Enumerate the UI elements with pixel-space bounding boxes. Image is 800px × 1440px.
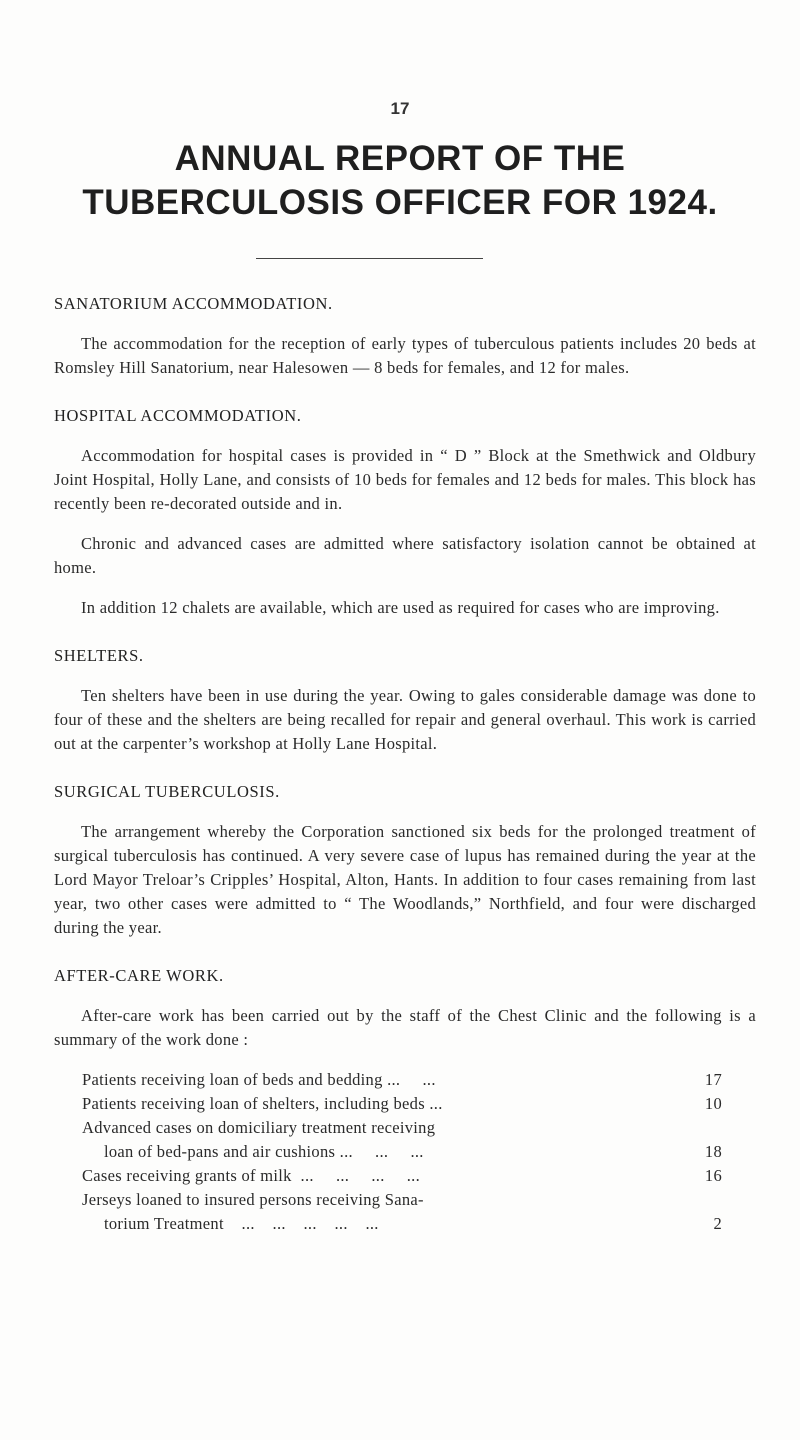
report-title-line-2: TUBERCULOSIS OFFICER FOR 1924. — [82, 183, 718, 222]
paragraph: After-care work has been carried out by the staff of the Chest Clinic and the following is a summary of the work done : — [54, 1006, 756, 1049]
summary-value: 18 — [704, 1142, 722, 1161]
summary-row — [82, 1116, 722, 1164]
summary-label — [82, 1188, 682, 1236]
report-title-line-1: ANNUAL REPORT OF THE — [174, 139, 626, 178]
section-heading: SANATORIUM ACCOMMODATION. — [54, 294, 333, 313]
section-heading: SURGICAL TUBERCULOSIS. — [54, 782, 280, 801]
summary-label-continuation: torium Treatment ... ... ... ... ... — [104, 1214, 379, 1233]
paragraph: In addition 12 chalets are available, which are used as required for cases who are improving. — [81, 598, 720, 617]
summary-value: 16 — [704, 1166, 722, 1185]
paragraph: The accommodation for the reception of early types of tuberculous patients includes 20 beds at Romsley Hill Sanatorium, near Halesowen — 8 beds for females, and 12 for males. — [54, 334, 756, 377]
paragraph: The arrangement whereby the Corporation sanctioned six beds for the prolonged treatment of surgical tuberculosis has continued. A very severe case of lupus has remained during the year at the Lord Mayor Treloar’s Cripples’ Hospital, Alton, Hants. In addition to four cases remaining from last year, two other cases were admitted to “ The Woodlands,” Northfield, and four were discharged during the year. — [54, 822, 756, 937]
summary-row — [82, 1092, 722, 1116]
summary-row — [82, 1068, 722, 1092]
summary-label — [82, 1164, 682, 1188]
paragraph: Accommodation for hospital cases is provided in “ D ” Block at the Smethwick and Oldbury Joint Hospital, Holly Lane, and consists of 10 beds for females and 12 beds for males. This block has recently been re-decorated outside and in. — [54, 446, 756, 513]
section-sanatorium — [54, 292, 756, 380]
page-number: 17 — [390, 99, 410, 118]
summary-label — [82, 1092, 682, 1116]
summary-value: 2 — [713, 1214, 722, 1233]
section-heading: SHELTERS. — [54, 646, 144, 665]
summary-label — [82, 1068, 682, 1092]
section-surgical — [54, 780, 756, 940]
section-aftercare — [54, 964, 756, 1236]
report-body — [54, 292, 756, 1260]
summary-row — [82, 1188, 722, 1236]
summary-label — [82, 1116, 682, 1164]
paragraph: Ten shelters have been in use during the year. Owing to gales considerable damage was done to four of these and the shelters are being recalled for repair and general overhaul. This work is carried out at the carpenter’s workshop at Holly Lane Hospital. — [54, 686, 756, 753]
paragraph: Chronic and advanced cases are admitted where satisfactory isolation cannot be obtained at home. — [54, 534, 756, 577]
summary-row — [82, 1164, 722, 1188]
summary-label-line: Patients receiving loan of beds and bedding ... ... — [82, 1070, 436, 1089]
section-shelters — [54, 644, 756, 756]
section-heading: HOSPITAL ACCOMMODATION. — [54, 406, 302, 425]
report-title — [0, 137, 800, 225]
summary-label-continuation: loan of bed-pans and air cushions ... ... ... — [104, 1142, 424, 1161]
section-hospital — [54, 404, 756, 620]
title-divider — [256, 258, 483, 259]
summary-label-line: Patients receiving loan of shelters, including beds ... — [82, 1094, 443, 1113]
summary-value: 17 — [704, 1070, 722, 1089]
summary-label-line: Cases receiving grants of milk ... ... ... ... — [82, 1166, 421, 1185]
summary-label-line: Advanced cases on domiciliary treatment receiving — [82, 1118, 436, 1137]
section-heading: AFTER-CARE WORK. — [54, 966, 224, 985]
aftercare-summary-list — [82, 1068, 722, 1236]
summary-label-line: Jerseys loaned to insured persons receiving Sana- — [82, 1190, 424, 1209]
summary-value: 10 — [704, 1094, 722, 1113]
